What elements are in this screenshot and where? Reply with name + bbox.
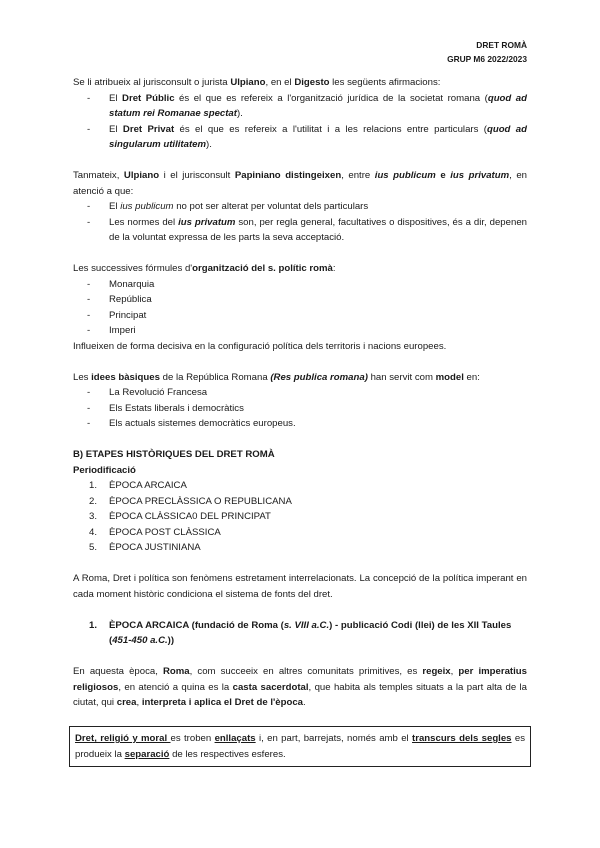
- header-course: DRET ROMÀ: [476, 40, 527, 50]
- list-item: 4. ÈPOCA POST CLÀSSICA: [89, 526, 221, 538]
- list-item: 5. ÈPOCA JUSTINIANA: [89, 542, 201, 553]
- list-dret-public-privat: [73, 91, 527, 153]
- list-item: - República: [73, 292, 527, 308]
- list-item: - La Revolució Francesa: [73, 385, 527, 401]
- paragraph-idees-basiques: Les idees bàsiques de la República Romana (Res publica romana) han servit com model en:: [73, 371, 480, 383]
- list-item: 2. ÈPOCA PRECLÀSSICA O REPUBLICANA: [89, 495, 292, 507]
- epoch-heading: 1. ÈPOCA ARCAICA (fundació de Roma (s. VIII a.C.) - publicació Codi (llei) de les XII Taules (451-450 a.C.)): [89, 619, 512, 646]
- paragraph-roma-dret-politica: A Roma, Dret i política son fenòmens estretament interrelacionats. La concepció de la política imperant en cada moment històric condiciona el sistema de fonts del dret.: [73, 573, 527, 600]
- list-item: - Principat: [73, 308, 527, 324]
- list-item: - Els actuals sistemes democràtics europeus.: [73, 416, 527, 432]
- list-item: - Monarquia: [73, 277, 527, 293]
- list-item: 3. ÈPOCA CLÀSSICA0 DEL PRINCIPAT: [89, 511, 271, 522]
- list-models: [73, 385, 527, 432]
- list-item: - Imperi: [73, 323, 527, 339]
- highlight-box: [69, 726, 531, 767]
- paragraph-epoca-arcaica: En aquesta època, Roma, com succeeix en altres comunitats primitives, es regeix, per imperatius religiosos, en atenció a quina es la casta sacerdotal, que habita als temples situats a la part alta de la ciutat, qui crea, interpreta i aplica el Dret de l'època.: [73, 666, 527, 708]
- list-item: - El Dret Privat és el que es refereix a l'utilitat i a les relacions entre particulars (quod ad singularum utilitatem).: [73, 122, 527, 153]
- document-page: [73, 38, 527, 767]
- list-item: - Les normes del ius privatum son, per regla general, facultatives o dispositives, és a dir, depenen de la voluntat expressa de les parts la seva acceptació.: [73, 215, 527, 246]
- highlight-text: Dret, religió y moral es troben enllaçats i, en part, barrejats, només amb el transcurs dels segles es produeix la separació de les respectives esferes.: [75, 733, 526, 760]
- list-item: - El Dret Públic és el que es refereix a l'organització jurídica de la societat romana (quod ad statum rei Romanae spectat).: [73, 91, 527, 122]
- list-ius: [73, 199, 527, 246]
- paragraph-ulpiano: Se li atribueix al jurisconsult o jurista Ulpiano, en el Digesto les següents afirmacions:: [73, 77, 441, 88]
- list-item: 1. ÈPOCA ARCAICA: [89, 480, 187, 491]
- paragraph-influeixen: Influeixen de forma decisiva en la configuració política dels territoris i nacions europees.: [73, 340, 447, 352]
- paragraph-formules: Les successives fórmules d'organització del s. polític romà:: [73, 263, 336, 274]
- section-title: B) ETAPES HISTÒRIQUES DEL DRET ROMÀ: [73, 449, 275, 460]
- list-item: - Els Estats liberals i democràtics: [73, 401, 527, 417]
- list-formules: [73, 277, 527, 339]
- section-subtitle: Periodificació: [73, 464, 136, 476]
- paragraph-papiniano: Tanmateix, Ulpiano i el jurisconsult Papiniano distingeixen, entre ius publicum e ius privatum, en atenció a que:: [73, 170, 528, 197]
- list-item: - El ius publicum no pot ser alterat per voluntat dels particulars: [73, 199, 527, 215]
- header-group: GRUP M6 2022/2023: [447, 54, 527, 64]
- list-periodificacio: [73, 478, 527, 556]
